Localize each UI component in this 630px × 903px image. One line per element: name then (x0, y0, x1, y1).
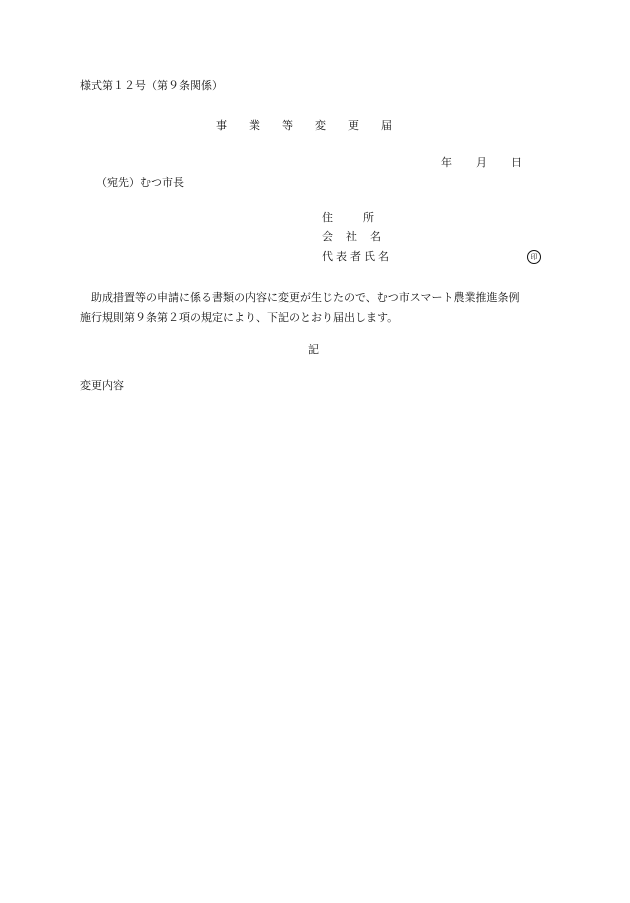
date-year: 年 (441, 156, 452, 169)
company-label: 会社名 (322, 230, 394, 243)
body-paragraph (80, 288, 560, 328)
change-content-label: 変更内容 (80, 379, 124, 392)
ki-heading: 記 (308, 343, 319, 356)
date-month: 月 (476, 156, 487, 169)
form-number: 様式第１２号（第９条関係） (80, 79, 223, 92)
date-line (441, 156, 522, 170)
addressee: （宛先）むつ市長 (96, 176, 184, 189)
date-day: 日 (511, 156, 522, 169)
company-field (322, 230, 394, 244)
seal-icon: 印 (527, 250, 541, 264)
document-title: 事業等変更届 (216, 119, 414, 132)
seal-mark (527, 249, 541, 264)
body-line-1: 助成措置等の申請に係る書類の内容に変更が生じたので、むつ市スマート農業推進条例 (91, 291, 520, 304)
address-field (322, 211, 404, 225)
address-label: 住所 (322, 211, 404, 224)
representative-label: 代表者氏名 (322, 250, 392, 263)
body-line-2: 施行規則第９条第２項の規定により、下記のとおり届出します。 (80, 311, 399, 324)
representative-field (322, 250, 392, 264)
